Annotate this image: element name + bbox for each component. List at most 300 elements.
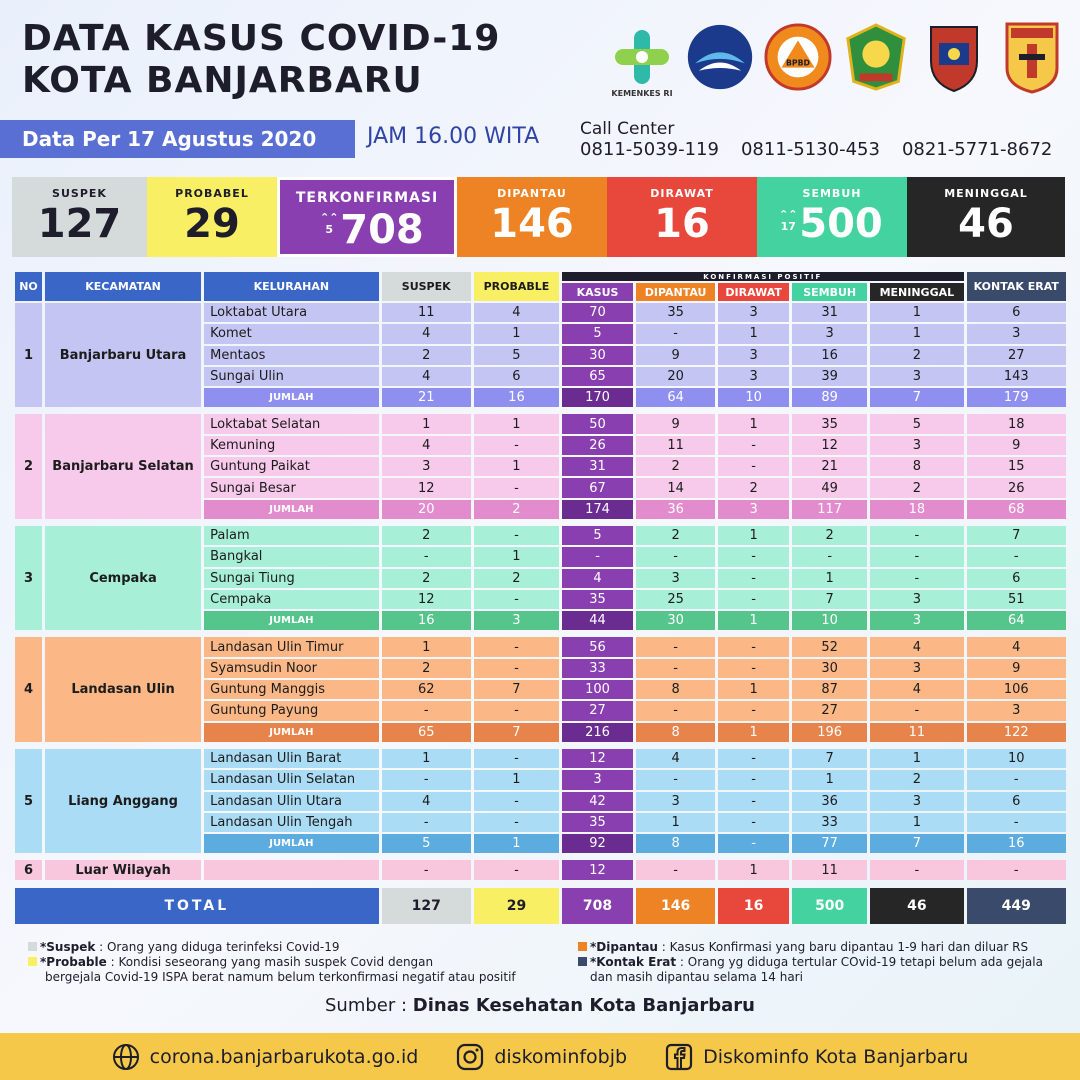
table-cell: -	[636, 547, 715, 566]
stat-dirawat-label: DIRAWAT	[650, 187, 714, 200]
call-center-number-1[interactable]: 0811-5039-119	[580, 139, 719, 160]
footer-website[interactable]	[112, 1043, 419, 1071]
title-line-2: KOTA BANJARBARU	[22, 60, 423, 101]
kecamatan-no: 4	[15, 637, 42, 741]
table-cell: -	[967, 547, 1066, 566]
kelurahan-name: Landasan Ulin Utara	[204, 792, 378, 811]
jumlah-cell: 89	[792, 388, 867, 407]
table-cell: -	[967, 770, 1066, 789]
jumlah-label: JUMLAH	[204, 834, 378, 853]
table-cell: 2	[870, 478, 963, 497]
stat-dipantau-value: 146	[490, 201, 574, 247]
table-cell	[204, 860, 378, 879]
arrow-up-icon: ⌃⌃	[320, 211, 339, 224]
table-cell: 3	[718, 346, 789, 365]
header-konfirmasi-positif: KONFIRMASI POSITIF	[562, 272, 963, 281]
table-cell: -	[718, 792, 789, 811]
jumlah-cell: 7	[870, 834, 963, 853]
table-cell: -	[636, 770, 715, 789]
stat-probabel-value: 29	[184, 201, 240, 247]
table-cell: 50	[562, 414, 633, 433]
table-cell: -	[636, 860, 715, 879]
table-cell: 9	[967, 436, 1066, 455]
table-cell: -	[718, 436, 789, 455]
kelurahan-name: Landasan Ulin Barat	[204, 749, 378, 768]
table-cell: 27	[967, 346, 1066, 365]
table-row	[15, 749, 1066, 768]
jumlah-cell: 64	[636, 388, 715, 407]
table-cell: -	[870, 569, 963, 588]
sembuh-increase	[779, 209, 797, 233]
table-cell: 3	[562, 770, 633, 789]
table-cell: 2	[382, 569, 471, 588]
total-cell: 46	[870, 888, 963, 924]
jumlah-label: JUMLAH	[204, 500, 378, 519]
table-cell: -	[718, 659, 789, 678]
call-center-numbers	[580, 139, 1052, 160]
table-cell: 10	[967, 749, 1066, 768]
table-cell: 4	[382, 792, 471, 811]
table-cell: 14	[636, 478, 715, 497]
jumlah-label: JUMLAH	[204, 611, 378, 630]
globe-icon	[112, 1043, 140, 1071]
footer	[0, 1033, 1080, 1080]
table-cell: 7	[792, 590, 867, 609]
jumlah-cell: 170	[562, 388, 633, 407]
kelurahan-name: Loktabat Selatan	[204, 414, 378, 433]
instagram-handle[interactable]: diskominfobjb	[494, 1045, 628, 1068]
notes-left	[28, 940, 516, 985]
table-cell: -	[474, 659, 559, 678]
table-cell: -	[636, 659, 715, 678]
table-cell: 35	[562, 813, 633, 832]
table-cell: 16	[792, 346, 867, 365]
jumlah-cell: 68	[967, 500, 1066, 519]
kecamatan-name: Banjarbaru Utara	[45, 303, 201, 407]
table-cell: 3	[636, 569, 715, 588]
table-cell: -	[870, 526, 963, 545]
kelurahan-name: Sungai Tiung	[204, 569, 378, 588]
table-cell: 62	[382, 680, 471, 699]
stat-terkonfirmasi-label: TERKONFIRMASI	[295, 190, 439, 206]
call-center-number-3[interactable]: 0821-5771-8672	[901, 139, 1053, 160]
table-cell: -	[718, 813, 789, 832]
table-cell: 31	[562, 457, 633, 476]
table-cell: -	[718, 749, 789, 768]
header-kontak-erat: KONTAK ERAT	[967, 272, 1066, 301]
table-cell: 6	[967, 303, 1066, 322]
table-cell: 2	[636, 526, 715, 545]
table-cell: 9	[967, 659, 1066, 678]
note-kontak-text-2: dan masih dipantau selama 14 hari	[590, 970, 803, 984]
terkonfirmasi-increase-value: 5	[325, 223, 334, 236]
table-cell: 26	[967, 478, 1066, 497]
call-center-label: Call Center	[580, 119, 675, 139]
header-kasus: KASUS	[562, 283, 633, 301]
stat-suspek-label: SUSPEK	[52, 187, 107, 200]
table-cell: -	[474, 792, 559, 811]
table-cell: -	[474, 701, 559, 720]
table-cell: 106	[967, 680, 1066, 699]
luar-wilayah-label: Luar Wilayah	[45, 860, 201, 879]
table-cell: 6	[967, 569, 1066, 588]
kelurahan-name: Komet	[204, 324, 378, 343]
kemenkes-logo	[608, 18, 676, 96]
note-dipantau-text: : Kasus Konfirmasi yang baru dipantau 1-9 hari dan diluar RS	[657, 940, 1029, 954]
jumlah-cell: 117	[792, 500, 867, 519]
stat-probabel-label: PROBABEL	[175, 187, 249, 200]
table-cell: 33	[792, 813, 867, 832]
table-cell: 3	[718, 303, 789, 322]
total-cell: 127	[382, 888, 471, 924]
facebook-icon	[665, 1043, 693, 1071]
table-cell: 65	[562, 367, 633, 386]
jumlah-cell: 20	[382, 500, 471, 519]
table-cell: 11	[792, 860, 867, 879]
table-cell: 11	[382, 303, 471, 322]
stat-sembuh-value: 500	[799, 201, 883, 247]
table-cell: 4	[562, 569, 633, 588]
table-cell: -	[636, 324, 715, 343]
table-cell: 3	[870, 590, 963, 609]
footer-facebook[interactable]	[665, 1043, 968, 1071]
jumlah-cell: 5	[382, 834, 471, 853]
table-cell: 1	[792, 569, 867, 588]
table-cell: 20	[636, 367, 715, 386]
stat-meninggal-label: MENINGGAL	[944, 187, 1028, 200]
table-cell: -	[474, 526, 559, 545]
kelurahan-name: Syamsudin Noor	[204, 659, 378, 678]
table-cell: -	[474, 478, 559, 497]
table-cell: 4	[382, 367, 471, 386]
header-dipantau: DIPANTAU	[636, 283, 715, 301]
stat-dipantau-label: DIPANTAU	[497, 187, 567, 200]
jumlah-cell: 1	[718, 723, 789, 742]
table-cell: 31	[792, 303, 867, 322]
kelurahan-name: Cempaka	[204, 590, 378, 609]
table-cell: 1	[382, 414, 471, 433]
kelurahan-name: Kemuning	[204, 436, 378, 455]
table-cell: 4	[870, 637, 963, 656]
table-cell: 52	[792, 637, 867, 656]
note-dipantau-term: *Dipantau	[590, 940, 658, 954]
header-meninggal: MENINGGAL	[870, 283, 963, 301]
sembuh-increase-value: 17	[780, 220, 796, 233]
table-cell: 12	[382, 590, 471, 609]
jumlah-cell: 64	[967, 611, 1066, 630]
table-cell: 5	[474, 346, 559, 365]
website-link[interactable]: corona.banjarbarukota.go.id	[149, 1045, 419, 1068]
table-cell: 1	[382, 749, 471, 768]
kecamatan-name: Cempaka	[45, 526, 201, 630]
table-cell: -	[636, 637, 715, 656]
logo-strip	[608, 18, 1066, 96]
table-cell: 2	[474, 569, 559, 588]
table-cell: 12	[792, 436, 867, 455]
jumlah-cell: 18	[870, 500, 963, 519]
table-cell: -	[718, 590, 789, 609]
table-cell: 3	[718, 367, 789, 386]
call-center-number-2[interactable]: 0811-5130-453	[740, 139, 880, 160]
kelurahan-name: Landasan Ulin Tengah	[204, 813, 378, 832]
table-cell: 25	[636, 590, 715, 609]
time-label: JAM 16.00 WITA	[367, 124, 540, 149]
summary-stats	[12, 177, 1065, 257]
jumlah-cell: 196	[792, 723, 867, 742]
jumlah-cell: 8	[636, 834, 715, 853]
total-row	[15, 888, 1066, 924]
table-cell: -	[474, 749, 559, 768]
kelurahan-name: Guntung Manggis	[204, 680, 378, 699]
table-cell: -	[718, 457, 789, 476]
kelurahan-name: Landasan Ulin Timur	[204, 637, 378, 656]
table-cell: -	[562, 547, 633, 566]
table-cell: 9	[636, 414, 715, 433]
kelurahan-name: Landasan Ulin Selatan	[204, 770, 378, 789]
notes-right	[578, 940, 1043, 985]
instagram-icon	[456, 1043, 484, 1071]
table-cell: 3	[870, 436, 963, 455]
terkonfirmasi-increase	[320, 212, 338, 236]
table-cell: 7	[474, 680, 559, 699]
jumlah-cell: 77	[792, 834, 867, 853]
table-cell: -	[718, 770, 789, 789]
jumlah-cell: 11	[870, 723, 963, 742]
table-cell: -	[382, 860, 471, 879]
stat-terkonfirmasi	[277, 177, 457, 257]
table-cell: 2	[636, 457, 715, 476]
total-label: TOTAL	[15, 888, 379, 924]
footer-instagram[interactable]	[456, 1043, 627, 1071]
jumlah-cell: 30	[636, 611, 715, 630]
table-cell: 1	[870, 324, 963, 343]
jumlah-cell: 3	[474, 611, 559, 630]
jumlah-cell: 216	[562, 723, 633, 742]
table-cell: 12	[562, 860, 633, 879]
table-cell: 8	[870, 457, 963, 476]
kelurahan-name: Mentaos	[204, 346, 378, 365]
table-cell: 1	[718, 680, 789, 699]
table-cell: 70	[562, 303, 633, 322]
kalsel-logo	[842, 18, 910, 96]
table-cell: 2	[792, 526, 867, 545]
note-kontak-term: *Kontak Erat	[590, 955, 677, 969]
jumlah-cell: 122	[967, 723, 1066, 742]
table-cell: -	[718, 701, 789, 720]
kelurahan-name: Sungai Besar	[204, 478, 378, 497]
legend-swatch-probable	[28, 957, 37, 966]
jumlah-cell: 2	[474, 500, 559, 519]
table-cell: -	[382, 770, 471, 789]
table-cell: 3	[967, 701, 1066, 720]
kemenkes-caption: KEMENKES RI	[611, 89, 673, 98]
table-cell: 3	[636, 792, 715, 811]
table-cell: 15	[967, 457, 1066, 476]
table-cell: 1	[382, 637, 471, 656]
table-cell: 35	[562, 590, 633, 609]
legend-swatch-suspek	[28, 942, 37, 951]
kecamatan-no: 1	[15, 303, 42, 407]
table-cell: 4	[967, 637, 1066, 656]
table-cell: 3	[382, 457, 471, 476]
table-cell: 1	[474, 324, 559, 343]
table-cell: 67	[562, 478, 633, 497]
group-spacer	[15, 882, 1066, 886]
jumlah-cell: 8	[636, 723, 715, 742]
table-cell: 143	[967, 367, 1066, 386]
table-cell: 35	[792, 414, 867, 433]
polda-logo	[920, 18, 988, 96]
table-cell: -	[474, 637, 559, 656]
total-cell: 708	[562, 888, 633, 924]
kecamatan-name: Banjarbaru Selatan	[45, 414, 201, 518]
table-cell: 18	[967, 414, 1066, 433]
jumlah-cell: 1	[718, 611, 789, 630]
jumlah-cell: 10	[792, 611, 867, 630]
kelurahan-name: Guntung Payung	[204, 701, 378, 720]
table-cell: -	[718, 547, 789, 566]
kominfo-logo	[686, 18, 754, 96]
note-suspek-term: *Suspek	[40, 940, 96, 954]
kelurahan-name: Palam	[204, 526, 378, 545]
table-cell: 12	[562, 749, 633, 768]
jumlah-label: JUMLAH	[204, 388, 378, 407]
total-cell: 29	[474, 888, 559, 924]
table-cell: 1	[718, 860, 789, 879]
kecamatan-no: 2	[15, 414, 42, 518]
table-row	[15, 526, 1066, 545]
table-cell: 9	[636, 346, 715, 365]
jumlah-cell: 7	[474, 723, 559, 742]
table-cell: 36	[792, 792, 867, 811]
bpbd-caption: BPBD	[786, 58, 810, 68]
table-cell: 2	[718, 478, 789, 497]
source-label: Sumber :	[324, 995, 413, 1016]
stat-dirawat	[607, 177, 757, 257]
jumlah-cell: 92	[562, 834, 633, 853]
kasus-table	[12, 270, 1069, 926]
table-cell: -	[792, 547, 867, 566]
note-probable-text-2: bergejala Covid-19 ISPA berat namum belum terkonfirmasi negatif atau positif	[45, 970, 516, 984]
jumlah-cell: -	[718, 834, 789, 853]
table-cell: 35	[636, 303, 715, 322]
jumlah-cell: 179	[967, 388, 1066, 407]
header-kecamatan: KECAMATAN	[45, 272, 201, 301]
total-cell: 500	[792, 888, 867, 924]
table-cell: 5	[870, 414, 963, 433]
note-probable-term: *Probable	[40, 955, 107, 969]
table-cell: 30	[562, 346, 633, 365]
table-cell: -	[636, 701, 715, 720]
table-cell: -	[382, 547, 471, 566]
table-cell: -	[474, 860, 559, 879]
table-cell: 3	[870, 792, 963, 811]
stat-probabel	[147, 177, 277, 257]
table-cell: 1	[636, 813, 715, 832]
table-cell: -	[718, 569, 789, 588]
table-cell: 3	[967, 324, 1066, 343]
table-cell: 2	[382, 659, 471, 678]
banjarbaru-logo	[998, 18, 1066, 96]
note-kontak-text: : Orang yg diduga tertular COvid-19 tetapi belum ada gejala	[676, 955, 1043, 969]
table-cell: 1	[870, 813, 963, 832]
table-cell: 2	[382, 526, 471, 545]
table-cell: 2	[870, 770, 963, 789]
kecamatan-no: 3	[15, 526, 42, 630]
table-cell: 4	[382, 324, 471, 343]
table-cell: 4	[636, 749, 715, 768]
luar-wilayah-no: 6	[15, 860, 42, 879]
bpbd-logo	[764, 18, 832, 96]
header-dirawat: DIRAWAT	[718, 283, 789, 301]
table-cell: -	[474, 590, 559, 609]
table-cell: -	[474, 813, 559, 832]
table-cell: 11	[636, 436, 715, 455]
jumlah-cell: 16	[474, 388, 559, 407]
stat-terkonfirmasi-value: 708	[340, 207, 424, 253]
table-cell: 1	[718, 526, 789, 545]
jumlah-cell: 10	[718, 388, 789, 407]
facebook-page[interactable]: Diskominfo Kota Banjarbaru	[703, 1045, 969, 1068]
table-cell: 4	[870, 680, 963, 699]
table-cell: 12	[382, 478, 471, 497]
table-cell: 3	[870, 659, 963, 678]
table-cell: 4	[474, 303, 559, 322]
table-cell: 21	[792, 457, 867, 476]
table-cell: 1	[792, 770, 867, 789]
table-cell: 2	[382, 346, 471, 365]
legend-swatch-dipantau	[578, 942, 587, 951]
table-body	[15, 303, 1066, 924]
table-cell: 1	[718, 414, 789, 433]
table-cell: -	[382, 813, 471, 832]
group-spacer	[15, 521, 1066, 524]
table-cell: 7	[967, 526, 1066, 545]
group-spacer	[15, 632, 1066, 635]
kecamatan-name: Landasan Ulin	[45, 637, 201, 741]
jumlah-cell: 16	[967, 834, 1066, 853]
table-cell: 6	[967, 792, 1066, 811]
table-cell: -	[474, 436, 559, 455]
group-spacer	[15, 744, 1066, 747]
table-cell: 100	[562, 680, 633, 699]
table-cell: 1	[474, 414, 559, 433]
jumlah-cell: 3	[718, 500, 789, 519]
table-cell: 87	[792, 680, 867, 699]
jumlah-cell: 21	[382, 388, 471, 407]
table-cell: -	[870, 860, 963, 879]
source-line	[0, 995, 1080, 1016]
page-title	[22, 18, 500, 102]
jumlah-cell: 1	[474, 834, 559, 853]
table-cell: 1	[870, 749, 963, 768]
table-cell: -	[967, 860, 1066, 879]
stat-dirawat-value: 16	[654, 201, 710, 247]
table-cell: 42	[562, 792, 633, 811]
group-spacer	[15, 855, 1066, 858]
table-cell: 39	[792, 367, 867, 386]
jumlah-cell: 44	[562, 611, 633, 630]
jumlah-cell: 65	[382, 723, 471, 742]
jumlah-label: JUMLAH	[204, 723, 378, 742]
header-sembuh: SEMBUH	[792, 283, 867, 301]
group-spacer	[15, 409, 1066, 412]
table-cell: 49	[792, 478, 867, 497]
table-cell: 1	[870, 303, 963, 322]
stat-suspek-value: 127	[37, 201, 122, 247]
table-cell: 1	[474, 770, 559, 789]
table-cell: -	[382, 701, 471, 720]
